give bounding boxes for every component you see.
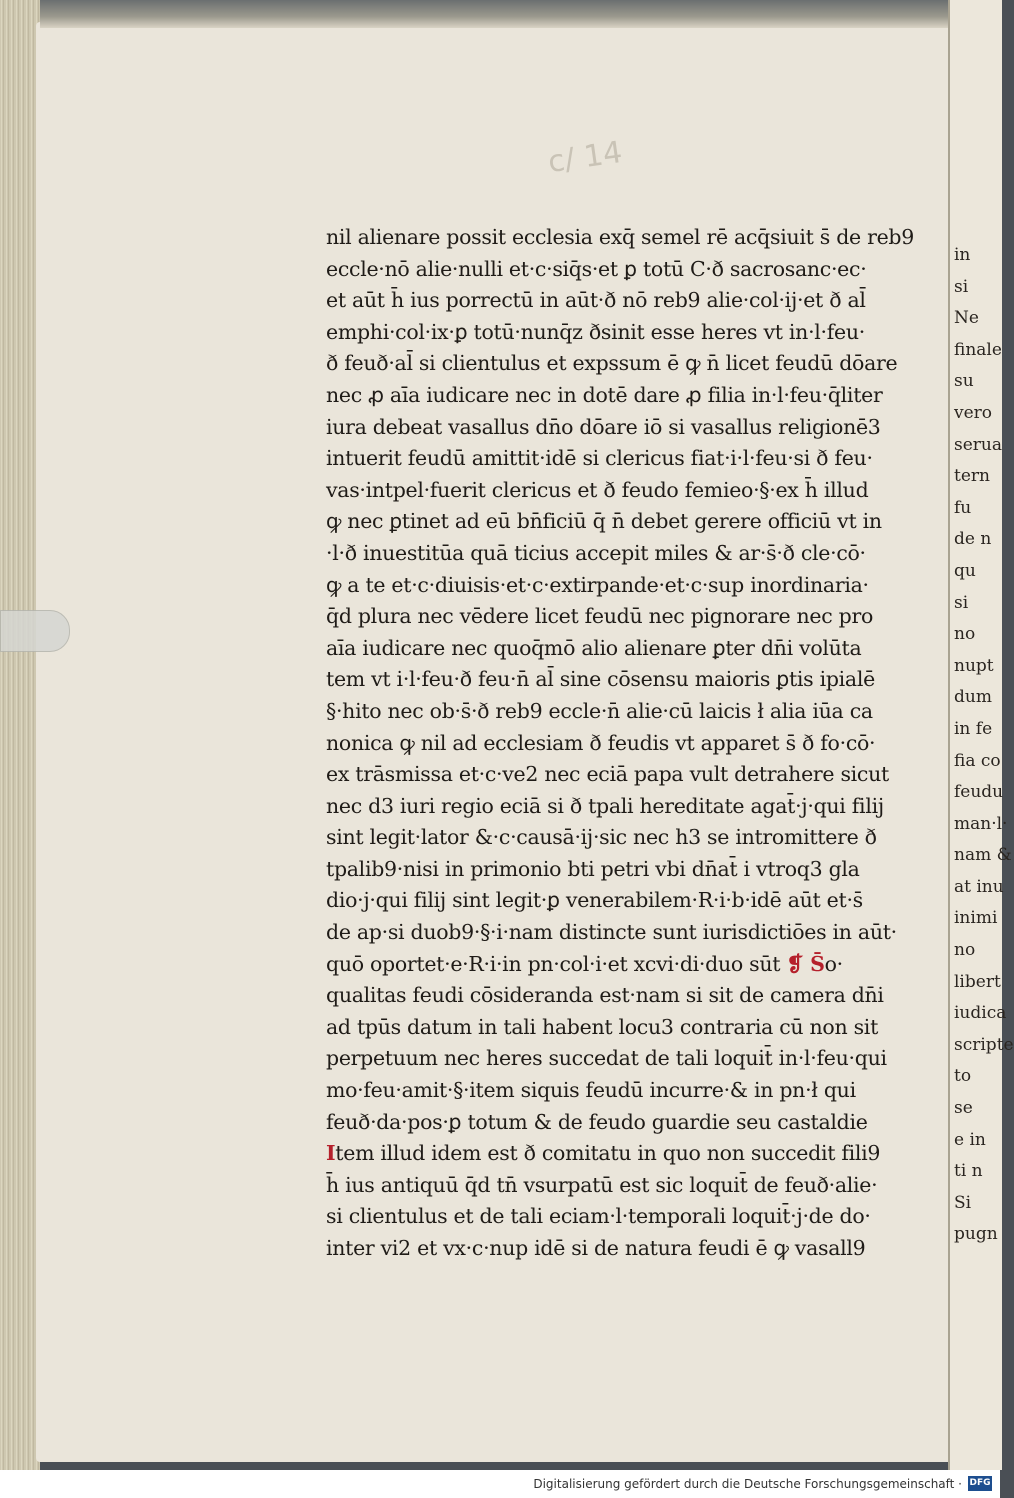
margin-fragment: Si [954, 1192, 972, 1213]
text-line: h̄ ius antiquū q̄d tn̄ vsurpatū est sic loquit̄ de feuð·alie· [326, 1172, 878, 1197]
text-line: iura debeat vasallus dn̄o dōare iō si vasallus religionē3 [326, 414, 881, 439]
text-line: emphi·col·ix·ꝑ totū·nunq̄z ðsinit esse heres vt in·l·feu· [326, 319, 865, 344]
text-line: §·hito nec ob·s̄·ð reb9 eccle·n̄ alie·cū laicis ł alia iūa ca [326, 698, 873, 723]
dfg-logo-icon: DFG [968, 1476, 992, 1491]
text-line: nec d3 iuri regio eciā si ð tpali hereditate agat̄·j·qui filij [326, 793, 884, 818]
margin-fragment: no [954, 624, 976, 645]
text-line: ex trāsmissa et·c·ve2 nec eciā papa vult detrahere sicut [326, 762, 889, 787]
text-line: mo·feu·amit·§·item siquis feudū incurre·& in pn·ł qui [326, 1078, 856, 1103]
bookmark-clip [0, 610, 70, 652]
text-line: tpalib9·nisi in primonio bti petri vbi dn̄at̄ i vtroq3 gla [326, 856, 860, 881]
margin-fragment: no [954, 940, 976, 961]
margin-fragment: de n [954, 529, 992, 550]
text-line: Item illud idem est ð comitatu in quo non succedit fili9 [326, 1141, 881, 1166]
margin-fragment: nupt [954, 655, 994, 676]
text-line: aīa iudicare nec quoq̄mō alio alienare ꝑter dn̄i volūta [326, 635, 862, 660]
margin-fragment: vero [954, 402, 993, 423]
book-fore-edge [0, 0, 40, 1470]
text-line: vas·intpel·fuerit clericus et ð feudo femieo·§·ex h̄ illud [326, 477, 869, 502]
margin-fragment: nam & [954, 845, 1012, 866]
margin-fragment: finale [954, 339, 1002, 360]
text-line: inter vi2 et vx·c·nup idē si de natura feudi ē ꝙ vasall9 [326, 1236, 866, 1260]
rubric-paragraph-mark: ❡ S̄ [786, 951, 825, 976]
margin-fragment: feudu [954, 782, 1004, 803]
margin-fragment: to [954, 1066, 972, 1087]
margin-fragment: pugn [954, 1224, 998, 1245]
margin-fragment: man·l· [954, 813, 1008, 834]
main-text-column [326, 222, 916, 1265]
text-line: ad tpūs datum in tali habent locu3 contraria cū non sit [326, 1014, 879, 1039]
margin-fragment: su [954, 371, 974, 392]
text-line: et aūt h̄ ius porrectū in aūt·ð nō reb9 alie·col·ij·et ð al̄ [326, 288, 866, 313]
text-line: tem vt i·l·feu·ð feu·n̄ al̄ sine cōsensu maioris ꝑtis ipialē [326, 667, 875, 692]
text-line: dio·j·qui filij sint legit·ꝑ venerabilem·R·i·b·idē aūt et·s̄ [326, 888, 863, 913]
text-line: ꝙ nec ꝑtinet ad eū bn̄ficiū q̄ n̄ debet gerere officiū vt in [326, 509, 882, 534]
text-line: ·l·ð inuestitūa quā ticius accepit miles & ar·s̄·ð cle·cō· [326, 540, 866, 565]
text-line: de ap·si duob9·§·i·nam distincte sunt iurisdictiōes in aūt· [326, 920, 897, 945]
text-line: quō oportet·e·R·i·in pn·col·i·et xcvi·di·duo sūt ❡ S̄o· [326, 951, 843, 976]
margin-fragment: si [954, 276, 969, 297]
text-line: nonica ꝙ nil ad ecclesiam ð feudis vt apparet s̄ ð fo·cō· [326, 730, 876, 755]
margin-fragment: fia co [954, 750, 1001, 771]
text-line: feuð·da·pos·ꝑ totum & de feudo guardie seu castaldie [326, 1109, 868, 1134]
margin-fragment: scripte [954, 1034, 1014, 1055]
text-line: intuerit feudū amittit·idē si clericus fiat·i·l·feu·si ð feu· [326, 446, 873, 471]
margin-fragment: fu [954, 497, 972, 518]
margin-fragment: inimi [954, 908, 998, 929]
margin-fragment: qu [954, 560, 976, 581]
top-shadow [40, 0, 960, 28]
text-line: eccle·nō alie·nulli et·c·siq̄s·et ꝑ totū C·ð sacrosanc·ec· [326, 256, 867, 281]
pencil-note: c/ 14 [545, 134, 625, 181]
text-line: qualitas feudi cōsideranda est·nam si sit de camera dn̄i [326, 983, 884, 1008]
text-line: si clientulus et de tali eciam·l·temporali loquit̄·j·de do· [326, 1204, 871, 1229]
margin-fragment: in fe [954, 718, 993, 739]
margin-fragment: Ne [954, 308, 979, 329]
text-line: ð feuð·al̄ si clientulus et expssum ē ꝙ n̄ licet feudū dōare [326, 351, 898, 376]
margin-fragment: serua [954, 434, 1002, 455]
text-line: perpetuum nec heres succedat de tali loquit̄ in·l·feu·qui [326, 1046, 887, 1071]
margin-fragment: si [954, 592, 969, 613]
text-line: sint legit·lator &·c·causā·ij·sic nec h3 se intromittere ð [326, 825, 877, 850]
margin-fragment: tern [954, 466, 990, 487]
margin-fragment: in [954, 245, 971, 265]
margin-fragment: at inu [954, 876, 1004, 897]
margin-fragment: se [954, 1098, 973, 1119]
margin-fragment: iudica [954, 1003, 1007, 1024]
text-line: ꝙ a te et·c·diuisis·et·c·extirpande·et·c·sup inordinaria· [326, 572, 869, 597]
margin-fragment: dum [954, 687, 992, 708]
text-line: nil alienare possit ecclesia exq̄ semel rē acq̄siuit s̄ de reb9 [326, 225, 914, 249]
margin-fragment: ti n [954, 1161, 983, 1182]
footer-credit: Digitalisierung gefördert durch die Deutsche Forschungsgemeinschaft · [533, 1477, 962, 1491]
rubric-initial: I [326, 1141, 336, 1166]
facing-page-text-fragments [954, 240, 1014, 1251]
margin-fragment: e in [954, 1129, 986, 1150]
text-line: q̄d plura nec vēdere licet feudū nec pignorare nec pro [326, 604, 874, 629]
margin-fragment: libert [954, 971, 1001, 992]
footer-bar [0, 1470, 1000, 1498]
text-line: nec ꝓ aīa iudicare nec in dotē dare ꝓ filia in·l·feu·q̄liter [326, 382, 883, 407]
